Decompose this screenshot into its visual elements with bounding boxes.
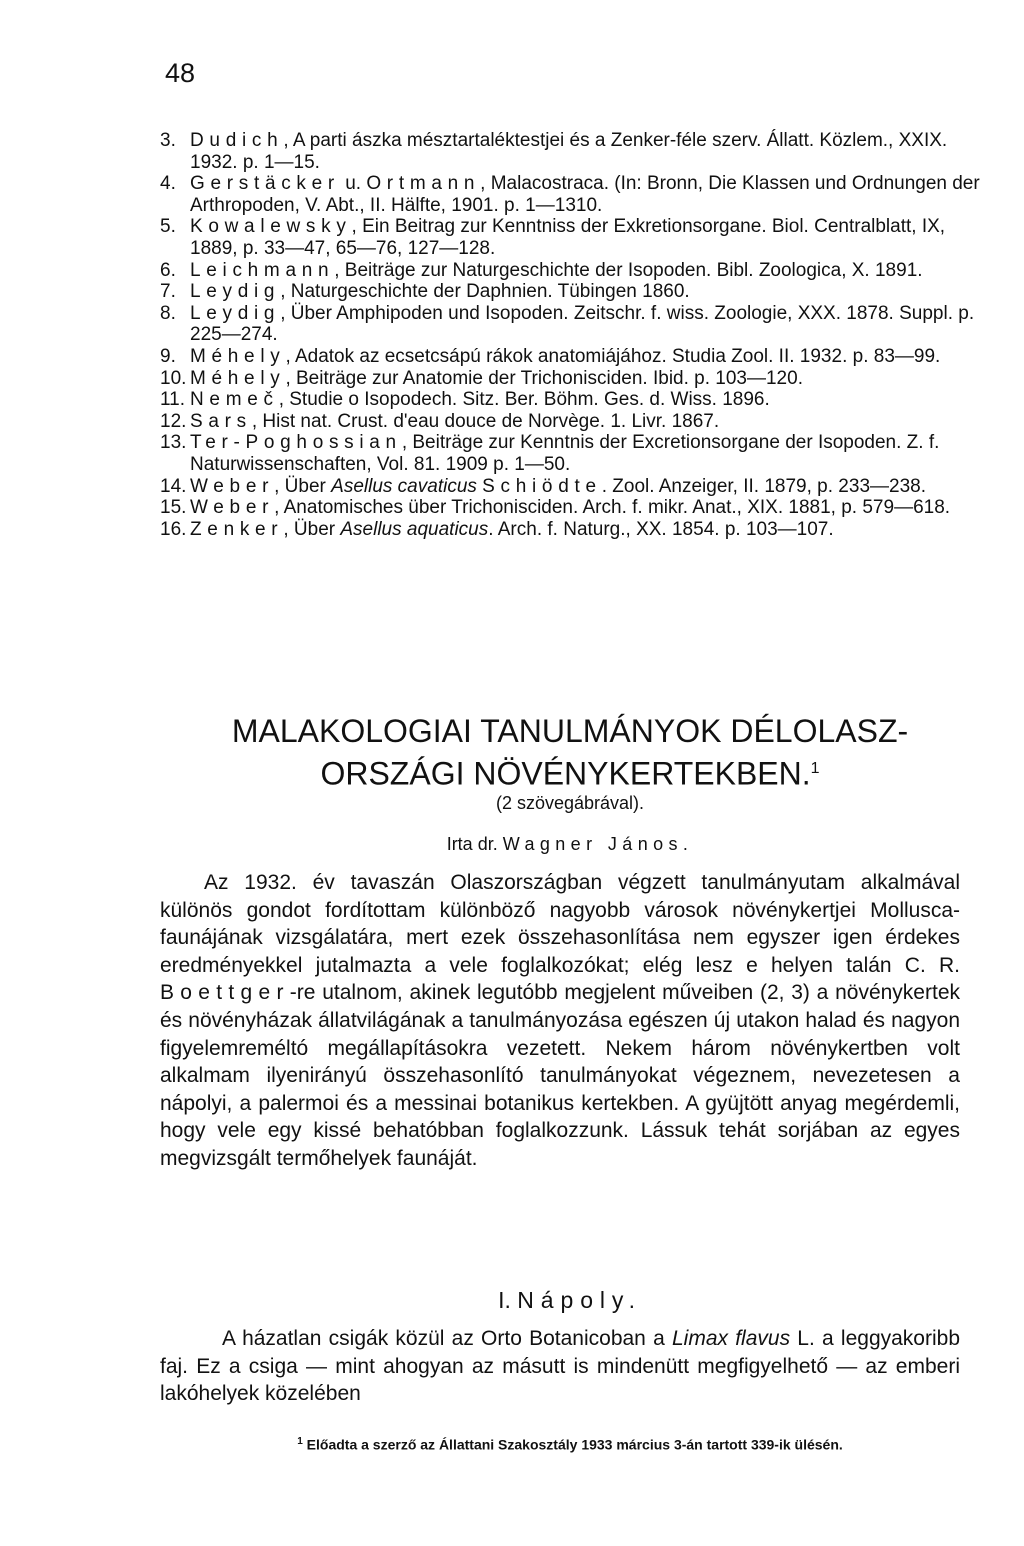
- reference-number: 8.: [160, 302, 176, 324]
- paragraph-text: L. a leggyakoribb faj. Ez a csiga — mint ahogyan az másutt is mindenütt megfigyelhető — az emberi lakóhelyek közelében: [160, 1327, 960, 1406]
- reference-number: 16.: [160, 518, 187, 540]
- reference-author: Méhely: [190, 367, 286, 389]
- reference-text: , Malacostraca. (In: Bronn, Die Klassen und Ordnungen der Arthropoden, V. Abt., II. Hälfte, 1901. p. 1—1310.: [190, 173, 980, 216]
- reference-number: 12.: [160, 410, 187, 432]
- reference-author: Ter-Poghossian: [190, 432, 402, 454]
- reference-item: [160, 216, 980, 259]
- section-number: I.: [498, 1287, 518, 1313]
- reference-item: [160, 497, 980, 519]
- reference-author: Leichmann: [190, 259, 335, 281]
- paragraph-text: A házatlan csigák közül az Orto Botanicoban a: [222, 1327, 672, 1350]
- footnote-text: Előadta a szerző az Állattani Szakosztály 1933 március 3-án tartott 339-ik ülésén.: [302, 1436, 843, 1453]
- article-title-line: MALAKOLOGIAI TANULMÁNYOK DÉLOLASZ-: [231, 713, 909, 749]
- footnote-mark: 1: [297, 1436, 303, 1447]
- reference-number: 5.: [160, 216, 176, 238]
- reference-text: , Über: [283, 518, 341, 540]
- reference-number: 3.: [160, 130, 176, 151]
- reference-text: , Über: [274, 475, 332, 497]
- reference-text: , Naturgeschichte der Daphnien. Tübingen 1860.: [280, 281, 690, 303]
- reference-author: Sars: [190, 410, 252, 432]
- reference-text: , Beiträge zur Kenntnis der Excretionsorgane der Isopoden. Z. f. Naturwissenschaften, Vol. 81. 1909 p. 1—50.: [190, 432, 940, 475]
- reference-species: Asellus cavaticus: [331, 475, 477, 497]
- reference-item: [160, 346, 980, 368]
- reference-text: . Arch. f. Naturg., XX. 1854. p. 103—107.: [488, 518, 834, 540]
- reference-text: , Über Amphipoden und Isopoden. Zeitschr. f. wiss. Zoologie, XXX. 1878. Suppl. p. 225—274.: [190, 302, 975, 346]
- reference-author: Weber: [190, 497, 275, 519]
- reference-text: , Beiträge zur Anatomie der Trichonisciden. Ibid. p. 103—120.: [285, 367, 803, 389]
- reference-item: [160, 260, 980, 282]
- reference-number: 9.: [160, 345, 176, 367]
- reference-list: [160, 130, 980, 540]
- reference-text: , Adatok az ecsetcsápú rákok anatomiájához. Studia Zool. II. 1932. p. 83—99.: [285, 345, 941, 367]
- reference-author: Kowalewsky: [190, 216, 352, 238]
- reference-author: Leydig: [190, 302, 281, 324]
- reference-item: [160, 303, 980, 346]
- section-name: Nápoly.: [517, 1287, 642, 1313]
- reference-number: 7.: [160, 281, 176, 303]
- body-paragraph: [160, 869, 960, 1173]
- paragraph-text: -re utalnom, akinek legutóbb megjelent műveiben (2, 3) a növénykertek és növényházak állatvilágának a tanulmányozása egészen új utakon halad és nagyon figyelemreméltó megállapításokra vezetett. Nekem három növénykertben volt alkalmam ilyenirányú összehasonlító tanulmányokat végeznem, nevezetesen a nápolyi, a palermoi és a messinai botanikus kertekben. A gyüjtött anyag megérdemli, hogy vele egy kissé behatóbban foglalkozzunk. Lássuk tehát sorjában az egyes megvizsgált termőhelyek faunáját.: [160, 981, 960, 1170]
- article-title: [160, 712, 980, 793]
- reference-item: [160, 130, 980, 173]
- reference-text: , Hist nat. Crust. d'eau douce de Norvège. 1. Livr. 1867.: [251, 410, 720, 432]
- reference-species: Asellus aquaticus: [340, 518, 489, 540]
- body-paragraph: [160, 1325, 960, 1408]
- reference-number: 11.: [160, 389, 186, 411]
- article-subtitle: (2 szövegábrával).: [495, 793, 645, 813]
- reference-text: , Anatomisches über Trichonisciden. Arch. f. mikr. Anat., XIX. 1881, p. 579—618.: [274, 497, 951, 519]
- reference-author: Zenker: [190, 518, 284, 540]
- species-name: Limax flavus: [671, 1327, 791, 1350]
- byline-prefix: Irta dr.: [446, 834, 503, 854]
- reference-author: Dudich: [190, 130, 284, 151]
- cited-author: Boettger: [160, 981, 290, 1005]
- reference-number: 13.: [160, 432, 187, 454]
- reference-author: Ortmann: [366, 173, 481, 195]
- byline-author: Wagner János.: [502, 834, 694, 854]
- reference-number: 14.: [160, 475, 187, 497]
- reference-item: [160, 173, 980, 216]
- article-title-line: ORSZÁGI NÖVÉNYKERTEKBEN.: [320, 755, 811, 792]
- reference-author: Gerstäcker: [190, 173, 340, 195]
- reference-text: , Beiträge zur Naturgeschichte der Isopoden. Bibl. Zoologica, X. 1891.: [334, 259, 923, 281]
- reference-item: [160, 389, 980, 411]
- footnote: [160, 1436, 980, 1453]
- reference-item: [160, 476, 980, 498]
- reference-number: 6.: [160, 259, 176, 281]
- reference-text: u.: [339, 173, 367, 195]
- reference-author: Schiödte: [482, 475, 602, 497]
- reference-number: 10.: [160, 367, 187, 389]
- reference-number: 4.: [160, 173, 176, 195]
- page-number: 48: [165, 58, 196, 88]
- reference-item: [160, 281, 980, 303]
- reference-text: , Ein Beitrag zur Kenntniss der Exkretionsorgane. Biol. Centralblatt, IX, 1889, p. 33—47, 65—76, 127—128.: [190, 216, 946, 259]
- reference-text: , Studie o Isopodech. Sitz. Ber. Böhm. Ges. d. Wiss. 1896.: [278, 389, 770, 411]
- reference-author: Nemeč: [190, 389, 279, 411]
- reference-item: [160, 411, 980, 433]
- reference-author: Méhely: [190, 345, 286, 367]
- reference-author: Weber: [190, 475, 275, 497]
- paragraph-text: Az 1932. év tavaszán Olaszországban végzett tanulmányutam alkalmával különös gondot fordítottam különböző nagyobb városok növénykertjei Mollusca-faunájának vizsgálatára, mert ezek összehasonlítása nem egyszer igen érdekes eredményekkel jutalmazta a vele foglalkozókat; elég lesz e helyen talán C. R.: [160, 871, 960, 977]
- reference-number: 15.: [160, 497, 187, 519]
- reference-author: Leydig: [190, 281, 281, 303]
- reference-item: [160, 368, 980, 390]
- reference-item: [160, 519, 980, 541]
- section-heading: [160, 1287, 980, 1314]
- reference-text: . Zool. Anzeiger, II. 1879, p. 233—238.: [601, 475, 926, 497]
- footnote-marker: 1: [810, 760, 820, 777]
- reference-item: [160, 432, 980, 475]
- reference-text: , A parti ászka mésztartaléktestjei és a Zenker-féle szerv. Állatt. Közlem., XXIX. 1932. p. 1—15.: [190, 130, 948, 173]
- byline: [160, 834, 980, 855]
